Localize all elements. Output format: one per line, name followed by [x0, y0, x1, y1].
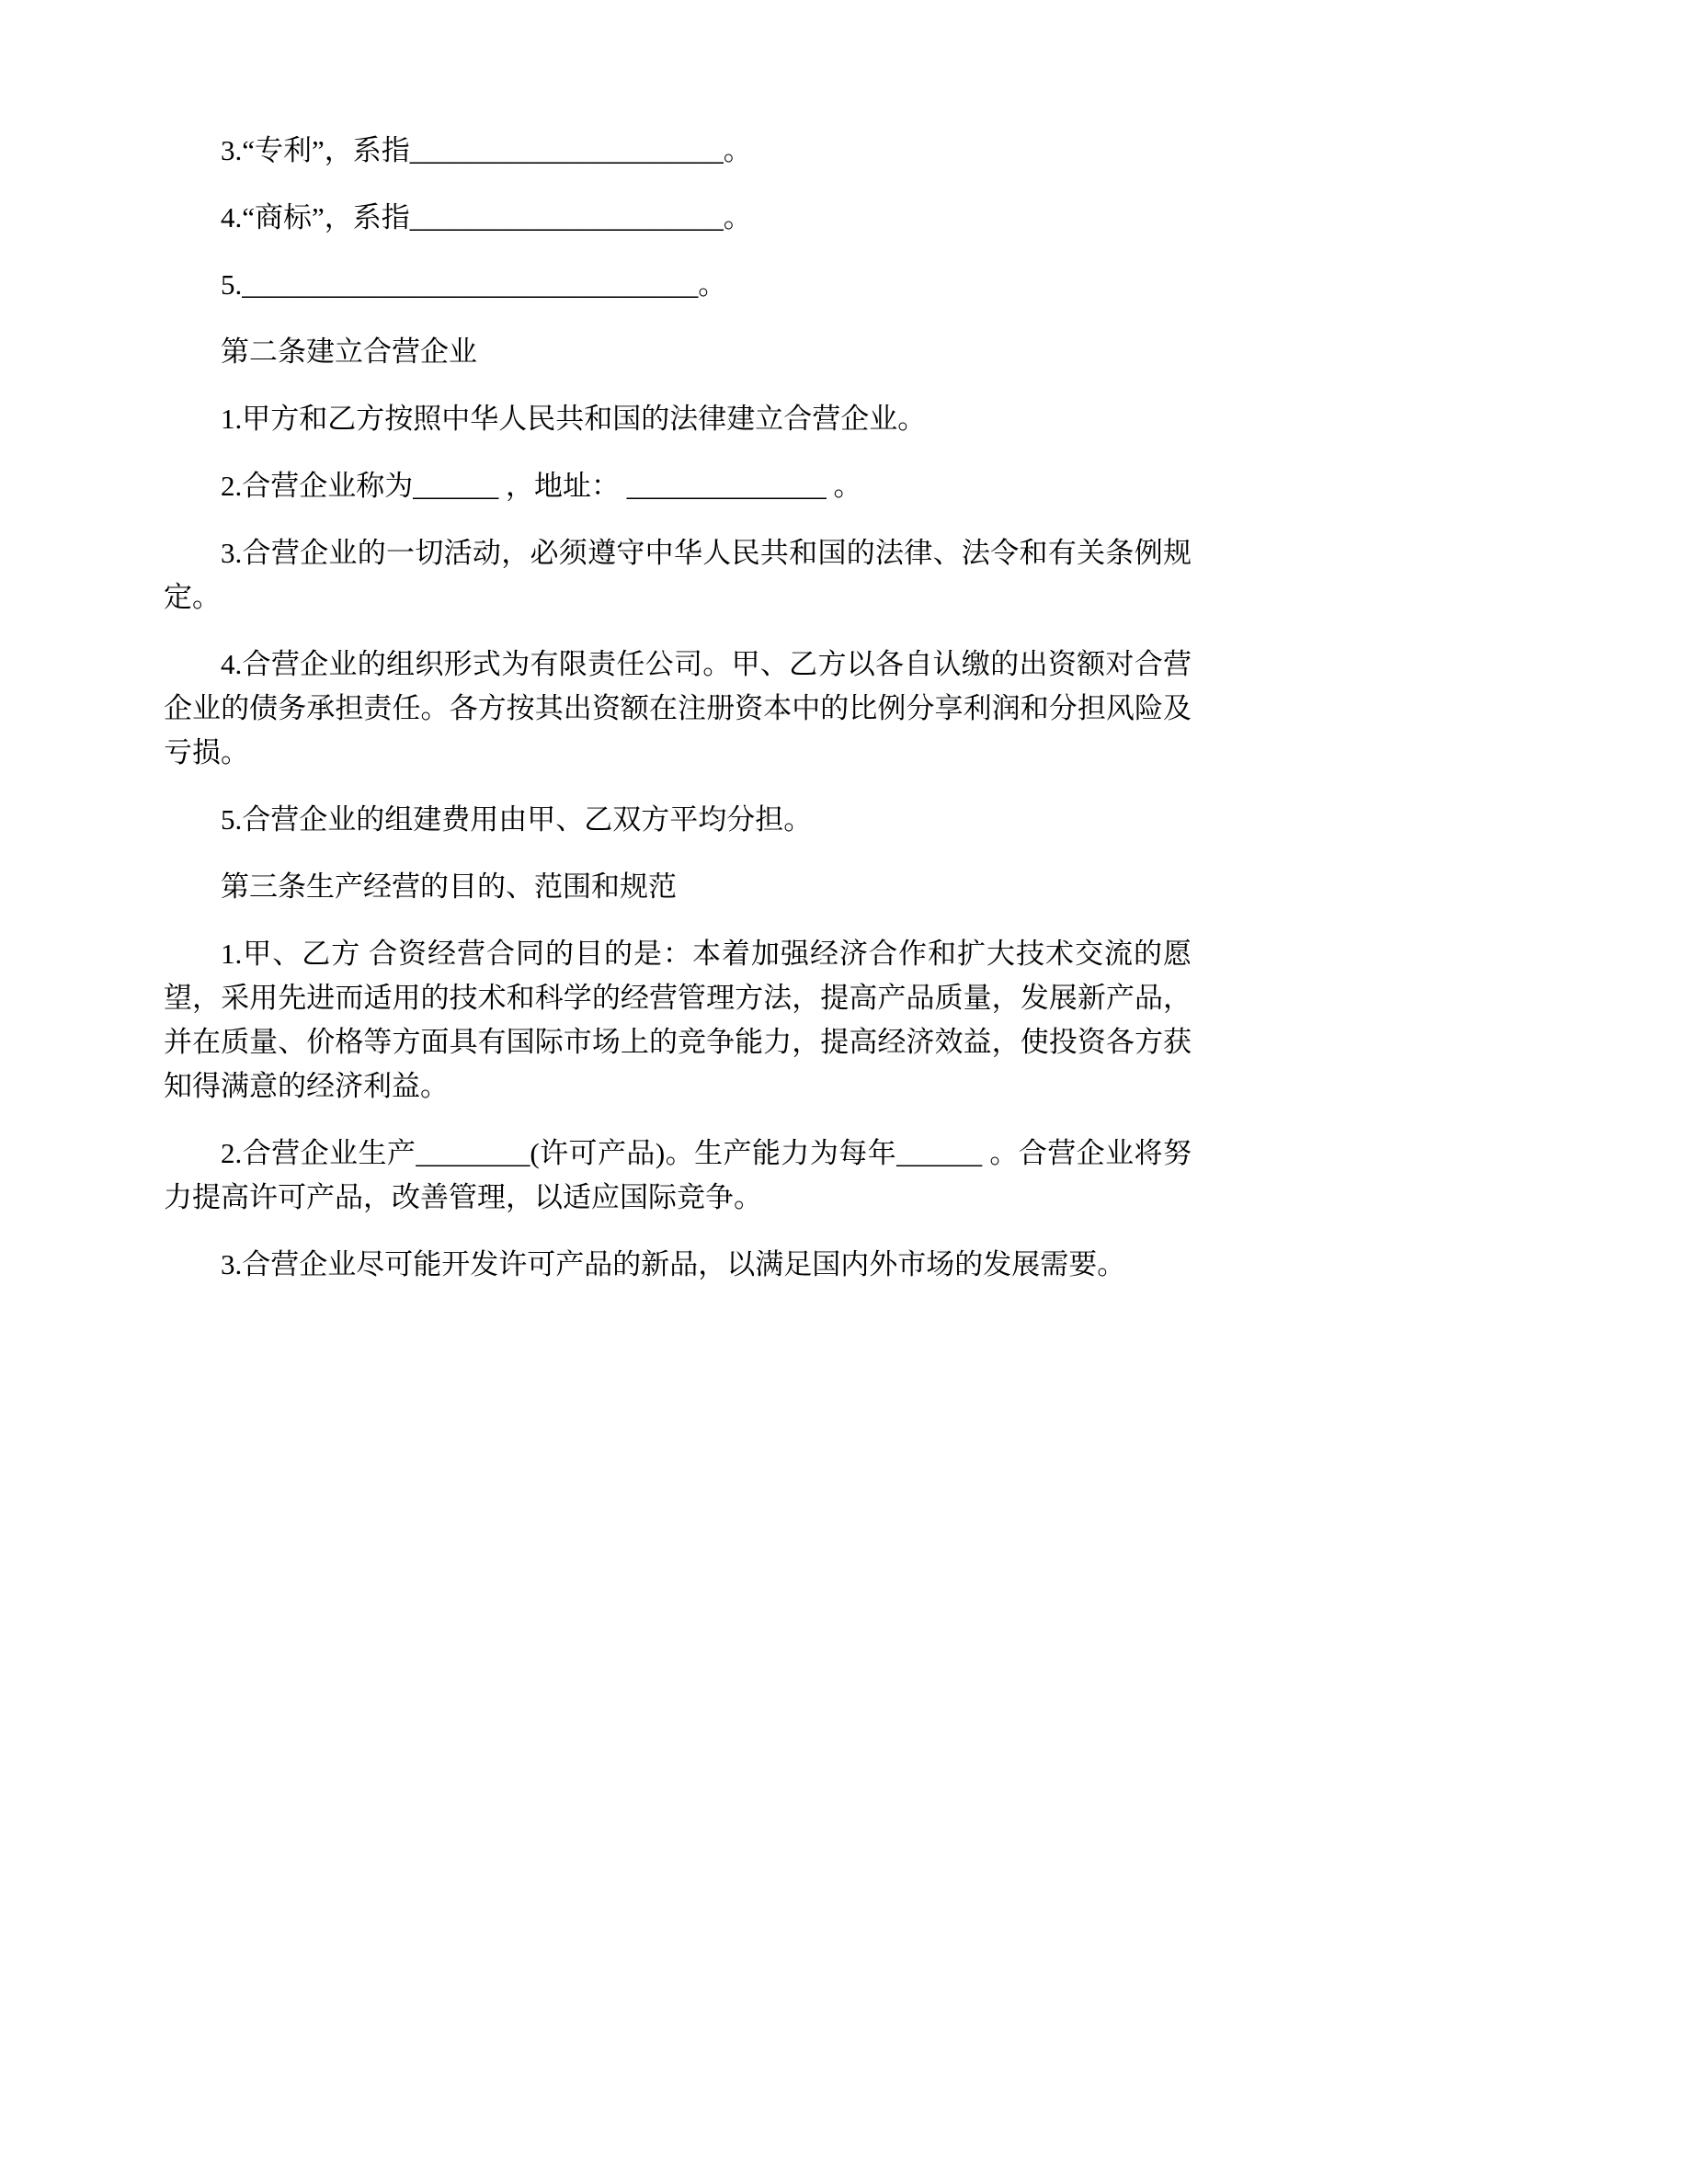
clause-purpose: 1.甲、乙方 合资经营合同的目的是：本着加强经济合作和扩大技术交流的愿望，采用先进而适用的技术和科学的经营管理方法，提高产品质量，发展新产品，并在质量、价格等方面具有国际市场上的竞争能力，提高经济效益，使投资各方获知得满意的经济利益。: [164, 938, 1192, 1102]
clause-product-development: 3.合营企业尽可能开发许可产品的新品，以满足国内外市场的发展需要。: [221, 1248, 1126, 1280]
clause-blank-definition: 5.________________________________。: [221, 268, 727, 301]
section-heading-article-2: 第二条建立合营企业: [221, 336, 477, 368]
clause-organization-form: 4.合营企业的组织形式为有限责任公司。甲、乙方以各自认缴的出资额对合营企业的债务承担责任。各方按其出资额在注册资本中的比例分享利润和分担风险及亏损。: [164, 648, 1192, 768]
clause-setup-costs: 5.合营企业的组建费用由甲、乙双方平均分担。: [221, 803, 813, 836]
clause-establishment-law: 1.甲方和乙方按照中华人民共和国的法律建立合营企业。: [221, 403, 927, 435]
clause-patent-definition: 3.“专利”，系指______________________。: [221, 134, 752, 166]
clause-compliance: 3.合营企业的一切活动，必须遵守中华人民共和国的法律、法令和有关条例规定。: [164, 537, 1192, 613]
section-heading-article-3: 第三条生产经营的目的、范围和规范: [221, 870, 677, 903]
clause-trademark-definition: 4.“商标”，系指______________________。: [221, 201, 752, 233]
clause-production-capacity: 2.合营企业生产________(许可产品)。生产能力为每年______ 。合营企业将努力提高许可产品，改善管理，以适应国际竞争。: [164, 1137, 1192, 1213]
clause-company-name-address: 2.合营企业称为______ ，地址： ______________ 。: [221, 470, 862, 502]
